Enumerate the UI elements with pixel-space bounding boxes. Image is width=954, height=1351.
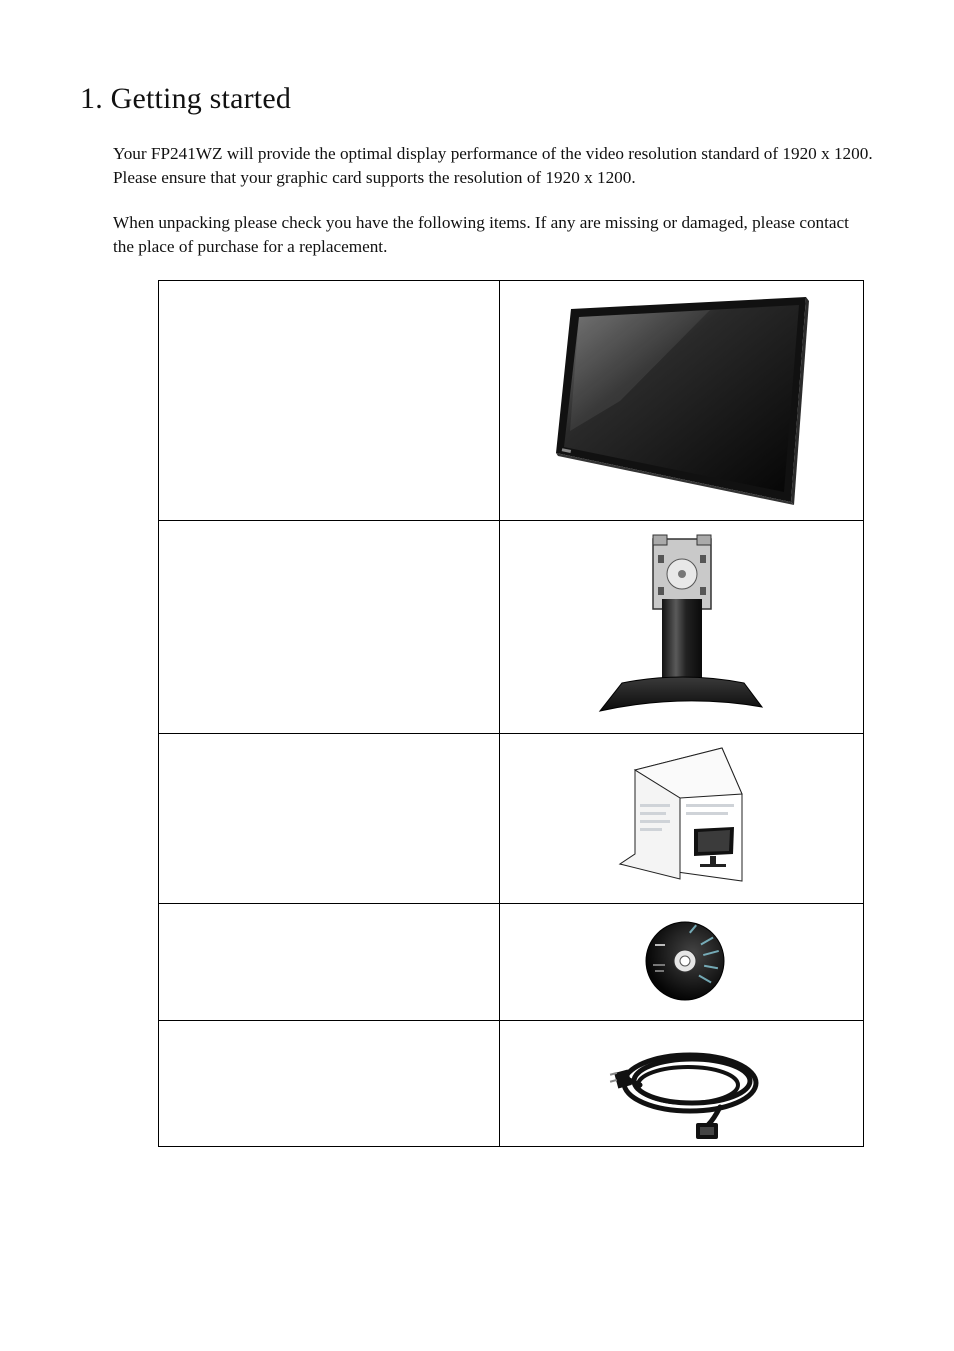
page-title: 1. Getting started bbox=[80, 82, 292, 115]
quick-start-guide-icon bbox=[500, 734, 864, 904]
monitor-stand-icon bbox=[500, 521, 864, 734]
power-cord-icon bbox=[500, 1021, 864, 1147]
unpacking-paragraph: When unpacking please check you have the following items. If any are missing or damaged, please contact the place of purchase for a replacement. bbox=[113, 213, 849, 256]
lcd-monitor-icon bbox=[500, 281, 864, 521]
table-row bbox=[159, 281, 864, 521]
table-row bbox=[159, 734, 864, 904]
item-label-cell bbox=[159, 904, 500, 1021]
item-label-cell bbox=[159, 521, 500, 734]
item-label-cell bbox=[159, 1021, 500, 1147]
item-image-cell bbox=[500, 1021, 864, 1147]
item-image-cell bbox=[500, 521, 864, 734]
item-image-cell bbox=[500, 734, 864, 904]
intro-paragraph: Your FP241WZ will provide the optimal display performance of the video resolution standard of 1920 x 1200. Please ensure that your graphic card supports the resolution of 1920 x 1200. bbox=[113, 144, 873, 187]
table-row bbox=[159, 521, 864, 734]
item-label-cell bbox=[159, 734, 500, 904]
table-row bbox=[159, 1021, 864, 1147]
item-label-cell bbox=[159, 281, 500, 521]
item-image-cell bbox=[500, 281, 864, 521]
package-contents-table bbox=[158, 280, 864, 1147]
item-image-cell bbox=[500, 904, 864, 1021]
cd-rom-icon bbox=[500, 904, 864, 1021]
table-row bbox=[159, 904, 864, 1021]
